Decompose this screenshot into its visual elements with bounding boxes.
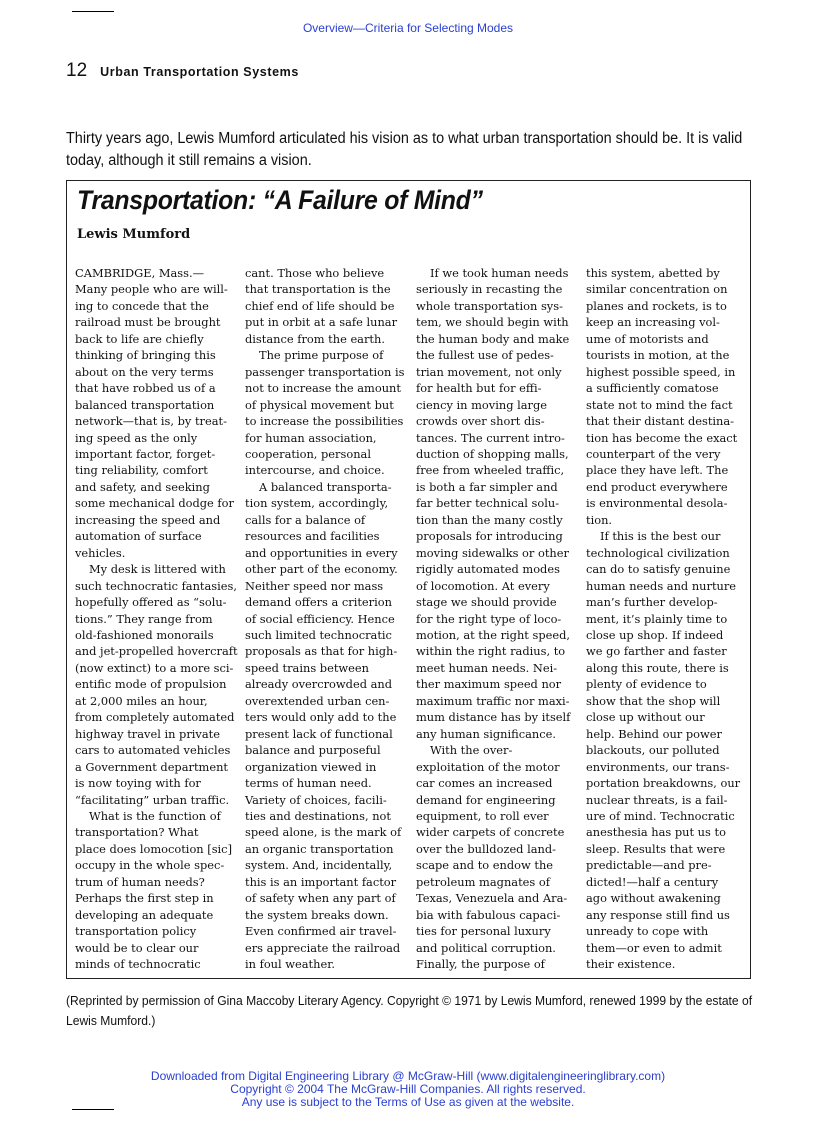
article-text-line: railroad must be brought (75, 315, 221, 330)
article-text-line: human needs and nurture (586, 578, 737, 593)
article-text-line: of physical movement but (245, 397, 394, 412)
article-text-line: ure of mind. Technocratic (586, 808, 735, 823)
article-text-line: a Government department (75, 759, 228, 774)
article-text-line: tem, we should begin with (416, 315, 569, 330)
article-text-line: old-fashioned monorails (75, 627, 214, 642)
article-text-line: system. And, incidentally, (245, 858, 393, 873)
article-text-line: the system breaks down. (245, 907, 389, 922)
article-text-line: My desk is littered with (89, 562, 226, 577)
article-text-line: trum of human needs? (75, 874, 205, 889)
running-head (66, 60, 299, 82)
article-text-line: organization viewed in (245, 759, 377, 774)
article-text-line: whole transportation sys- (416, 298, 563, 313)
article-text-line: thinking of bringing this (75, 348, 216, 363)
article-text-line: some mechanical dodge for (75, 496, 234, 511)
article-text-line: put in orbit at a safe lunar (245, 315, 398, 330)
article-text-line: trian movement, not only (416, 364, 562, 379)
article-text-line: cant. Those who believe (245, 266, 385, 280)
article-text-line: minds of technocratic (75, 957, 201, 972)
article-text-line: wider carpets of concrete (416, 825, 565, 840)
article-text-line: of locomotion. At every (416, 578, 550, 593)
article-text-line: meet human needs. Nei- (416, 660, 558, 675)
article-text-line: vehicles. (75, 545, 126, 560)
article-column-1 (75, 265, 237, 972)
article-text-line: anesthesia has put us to (586, 825, 726, 840)
article-text-line: balance and purposeful (245, 743, 381, 758)
article-text-line: tions.” They range from (75, 611, 213, 626)
article-text-line: that have robbed us of a (75, 381, 216, 396)
article-text-line: intercourse, and choice. (245, 463, 385, 478)
article-text-line: cars to automated vehicles (75, 743, 231, 758)
article-text-line: man’s further develop- (586, 595, 718, 610)
article-text-line: hopefully offered as “solu- (75, 595, 227, 610)
article-text-line: far better technical solu- (416, 496, 560, 511)
article-text-line: a sufficiently comatose (586, 381, 719, 396)
article-text-line: and political corruption. (416, 940, 556, 955)
article-text-line: ters would only add to the (245, 710, 397, 725)
article-text-line: tourists in motion, at the (586, 348, 730, 363)
article-title: Transportation: “A Failure of Mind” (77, 185, 483, 215)
article-text-line: ther maximum speed nor (416, 677, 562, 692)
article-text-line: their existence. (586, 957, 676, 972)
article-text-line: proposals as that for high- (245, 644, 398, 659)
article-text-line: transportation policy (75, 924, 197, 939)
article-text-line: ers appreciate the railroad (245, 940, 401, 955)
article-text-line: place they have left. The (586, 463, 729, 478)
article-text-line: Neither speed nor mass (245, 578, 384, 593)
article-text-line: important factor, forget- (75, 446, 216, 461)
article-text-line: any human significance. (416, 726, 557, 741)
article-text-line: this is an important factor (245, 874, 397, 889)
article-text-line: Many people who are will- (75, 282, 228, 297)
article-text-line: ciency in moving large (416, 397, 548, 412)
article-text-line: over the bulldozed land- (416, 841, 557, 856)
article-text-line: highway travel in private (75, 726, 220, 741)
article-text-line: maximum traffic nor maxi- (416, 693, 570, 708)
page-number: 12 (66, 60, 88, 81)
intro-paragraph: Thirty years ago, Lewis Mumford articulated his vision as to what urban transportation should be. It is valid today, although it still remains a vision. (66, 130, 743, 169)
article-text-line: for health but for effi- (416, 381, 542, 396)
article-text-line: similar concentration on (586, 282, 728, 297)
article-text-line: mum distance has by itself (416, 710, 571, 725)
article-text-line: can do to satisfy genuine (586, 562, 731, 577)
article-text-line: we go farther and faster (586, 644, 727, 659)
article-text-line: for the right type of loco- (416, 611, 562, 626)
article-text-line: What is the function of (89, 808, 221, 823)
footer-line-2: Copyright © 2004 The McGraw-Hill Companies. All rights reserved. (230, 1082, 586, 1096)
article-text-line: “facilitating” urban traffic. (75, 792, 230, 807)
article-text-line: network—that is, by treat- (75, 414, 227, 429)
article-text-line: tances. The current intro- (416, 430, 565, 445)
article-text-line: ties for personal luxury (416, 924, 551, 939)
article-text-line: The prime purpose of (259, 348, 384, 363)
article-text-line: and safety, and seeking (75, 479, 210, 494)
article-text-line: calls for a balance of (245, 512, 366, 527)
article-text-line: that their distant destina- (586, 414, 735, 429)
article-text-line: equipment, to roll ever (416, 808, 549, 823)
article-text-line: is now toying with for (75, 776, 201, 791)
article-text-line: stage we should provide (416, 595, 557, 610)
article-text-line: seriously in recasting the (416, 282, 563, 297)
article-text-line: motion, at the right speed, (416, 627, 571, 642)
reprint-credit: (Reprinted by permission of Gina Maccoby Literary Agency. Copyright © 1971 by Lewis Mumford, renewed 1999 by the estate of Lewis Mumford.) (66, 993, 753, 1028)
article-text-line: resources and facilities (245, 529, 380, 544)
article-text-line: tion system, accordingly, (245, 496, 389, 511)
article-text-line: cooperation, personal (245, 446, 371, 461)
article-text-line: in foul weather. (245, 957, 336, 972)
article-text-line: If this is the best our (600, 529, 721, 544)
article-text-line: end product everywhere (586, 479, 728, 494)
article-text-line: already overcrowded and (245, 677, 393, 692)
article-text-line: from completely automated (75, 710, 235, 725)
article-text-line: With the over- (430, 743, 513, 758)
article-text-line: an organic transportation (245, 841, 394, 856)
article-text-line: blackouts, our polluted (586, 743, 720, 758)
article-text-line: environments, our trans- (586, 759, 730, 774)
article-text-line: duction of shopping malls, (416, 446, 569, 461)
article-text-line: ing to concede that the (75, 298, 209, 313)
article-text-line: predictable—and pre- (586, 858, 712, 873)
article-text-line: the human body and make (416, 331, 570, 346)
article-text-line: state not to mind the fact (586, 397, 733, 412)
article-text-line: at 2,000 miles an hour, (75, 693, 208, 708)
article-text-line: to increase the possibilities (245, 414, 404, 429)
footer-notice[interactable] (0, 1070, 816, 1109)
article-text-line: Texas, Venezuela and Ara- (416, 891, 568, 906)
article-text-line: such technocratic fantasies, (75, 578, 237, 593)
article-text-line: Variety of choices, facili- (245, 792, 387, 807)
article-text-line: them—or even to admit (586, 940, 722, 955)
article-text-line: proposals for introducing (416, 529, 563, 544)
article-text-line: Even confirmed air travel- (245, 924, 397, 939)
header-section-link[interactable]: Overview—Criteria for Selecting Modes (302, 21, 514, 35)
article-text-line: Perhaps the first step in (75, 891, 214, 906)
crop-mark-top (72, 11, 114, 12)
article-text-line: keep an increasing vol- (586, 315, 720, 330)
article-text-line: terms of human need. (245, 776, 372, 791)
article-text-line: counterpart of the very (586, 446, 721, 461)
article-text-line: about on the very terms (75, 364, 214, 379)
article-text-line: along this route, there is (586, 660, 729, 675)
article-text-line: speed alone, is the mark of (245, 825, 402, 840)
article-text-line: distance from the earth. (245, 331, 385, 346)
article-text-line: ago without awakening (586, 891, 721, 906)
article-text-line: show that the shop will (586, 693, 721, 708)
article-text-line: highest possible speed, in (586, 364, 736, 379)
article-text-line: ties and destinations, not (245, 808, 391, 823)
article-text-line: portation breakdowns, our (586, 776, 741, 791)
article-text-line: automation of surface (75, 529, 202, 544)
crop-mark-bottom (72, 1109, 114, 1110)
article-text-line: would be to clear our (75, 940, 199, 955)
article-text-line: help. Behind our power (586, 726, 722, 741)
article-text-line: bia with fabulous capaci- (416, 907, 561, 922)
article-text-line: tion. (586, 512, 613, 527)
article-text-line: any response still find us (586, 907, 730, 922)
article-text-line: ing speed as the only (75, 430, 198, 445)
article-text-line: balanced transportation (75, 397, 215, 412)
article-column-2 (245, 265, 407, 972)
article-text-line: chief end of life should be (245, 298, 395, 313)
article-text-line: demand for engineering (416, 792, 556, 807)
article-text-line: place does lomocotion [sic] (75, 841, 233, 856)
footer-line-3: Any use is subject to the Terms of Use as given at the website. (241, 1095, 575, 1109)
article-text-line: developing an adequate (75, 907, 214, 922)
article-text-line: tion than the many costly (416, 512, 563, 527)
article-text-line: car comes an increased (416, 776, 553, 791)
article-text-line: Finally, the purpose of (416, 957, 545, 972)
article-text-line: ting reliability, comfort (75, 463, 208, 478)
article-text-line: within the right radius, to (416, 644, 566, 659)
article-text-line: sleep. Results that were (586, 841, 726, 856)
article-text-line: such limited technocratic (245, 627, 392, 642)
article-text-line: dicted!—half a century (586, 874, 719, 889)
article-text-line: for human association, (245, 430, 377, 445)
running-head-title: Urban Transportation Systems (100, 65, 299, 79)
article-box (66, 180, 751, 979)
article-text-line: of social efficiency. Hence (245, 611, 395, 626)
article-text-line: rigidly automated modes (416, 562, 560, 577)
article-text-line: A balanced transporta- (259, 479, 392, 494)
article-text-line: close up without our (586, 710, 705, 725)
footer-line-1[interactable]: Downloaded from Digital Engineering Library @ McGraw-Hill (www.digitalengineeringlibrary.com) (150, 1069, 666, 1083)
article-text-line: speed trains between (245, 660, 369, 675)
article-text-line: close up shop. If indeed (586, 627, 724, 642)
article-text-line: tion has become the exact (586, 430, 738, 445)
article-text-line: ume of motorists and (586, 331, 709, 346)
article-text-line: increasing the speed and (75, 512, 221, 527)
article-text-line: moving sidewalks or other (416, 545, 569, 560)
article-text-line: ment, it’s plainly time to (586, 611, 728, 626)
article-column-3 (416, 265, 578, 972)
article-text-line: (now extinct) to a more sci- (75, 660, 234, 675)
article-text-line: nuclear threats, is a fail- (586, 792, 728, 807)
article-text-line: crowds over short dis- (416, 414, 545, 429)
article-text-line: is both a far simpler and (416, 479, 558, 494)
article-text-line: is environmental desola- (586, 496, 728, 511)
article-text-line: present lack of functional (245, 726, 393, 741)
article-column-4 (586, 265, 748, 972)
article-text-line: that transportation is the (245, 282, 391, 297)
article-text-line: petroleum magnates of (416, 874, 550, 889)
article-text-line: and opportunities in every (245, 545, 398, 560)
article-text-line: passenger transportation is (245, 364, 405, 379)
article-text-line: the fullest use of pedes- (416, 348, 554, 363)
article-text-line: occupy in the whole spec- (75, 858, 225, 873)
article-text-line: and jet-propelled hovercraft (75, 644, 238, 659)
article-text-line: planes and rockets, is to (586, 298, 727, 313)
article-text-line: unready to cope with (586, 924, 709, 939)
article-text-line: If we took human needs (430, 266, 569, 280)
article-text-line: back to life are chiefly (75, 331, 204, 346)
article-text-line: this system, abetted by (586, 266, 720, 280)
article-author: Lewis Mumford (77, 227, 191, 242)
article-text-line: demand offers a criterion (245, 595, 392, 610)
article-text-line: free from wheeled traffic, (416, 463, 565, 478)
article-text-line: exploitation of the motor (416, 759, 560, 774)
article-text-line: not to increase the amount (245, 381, 401, 396)
article-text-line: of safety when any part of (245, 891, 396, 906)
article-text-line: plenty of evidence to (586, 677, 707, 692)
article-text-line: entific mode of propulsion (75, 677, 227, 692)
article-text-line: other part of the economy. (245, 562, 398, 577)
article-text-line: technological civilization (586, 545, 730, 560)
article-text-line: overextended urban cen- (245, 693, 390, 708)
article-text-line: CAMBRIDGE, Mass.— (75, 266, 204, 280)
article-text-line: scape and to endow the (416, 858, 554, 873)
article-text-line: transportation? What (75, 825, 199, 840)
